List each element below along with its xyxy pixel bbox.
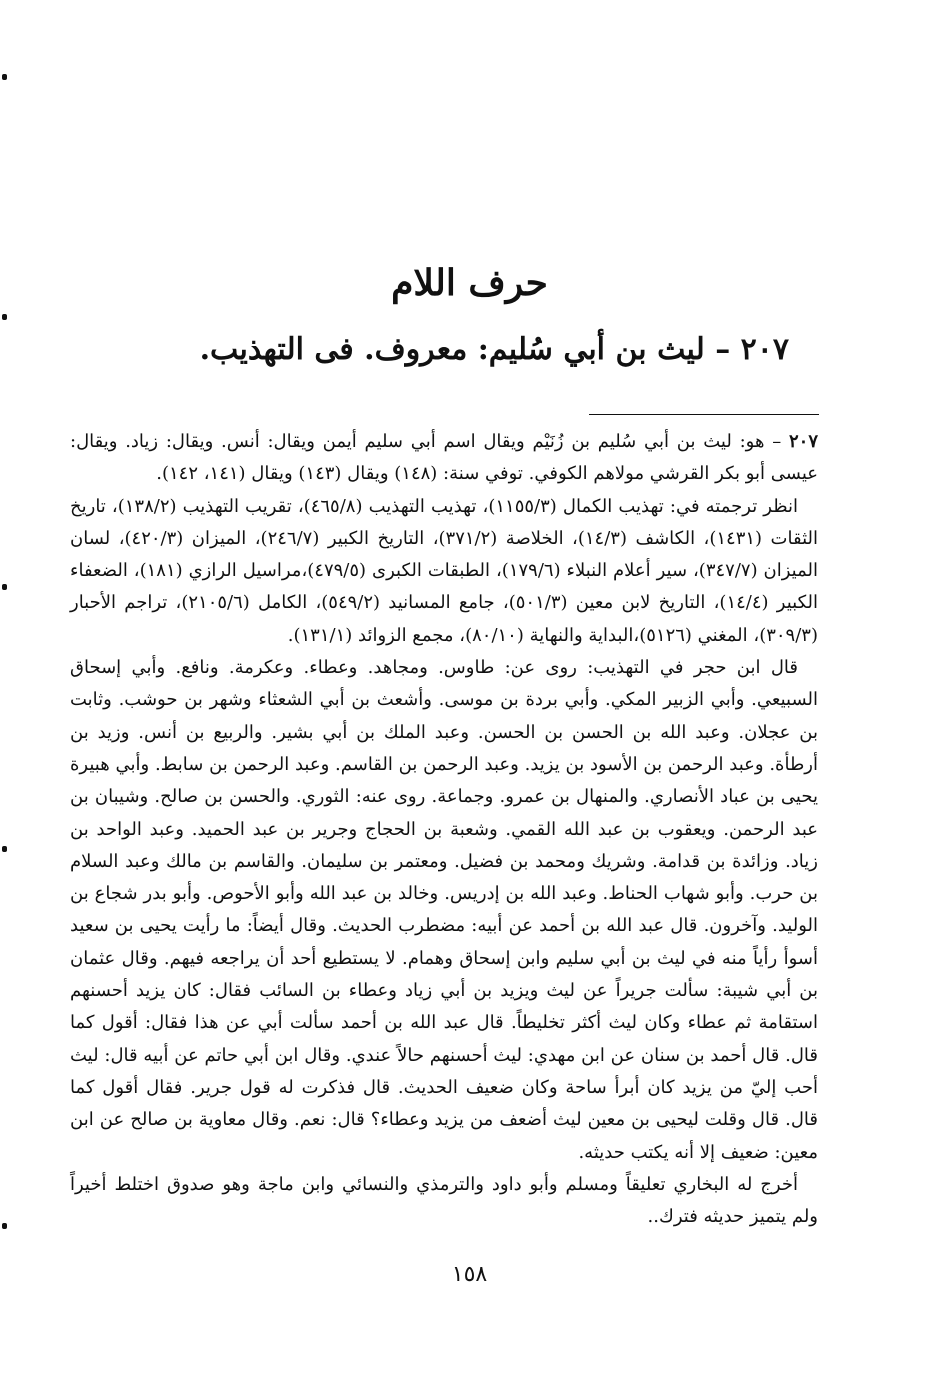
page-number: ١٥٨ bbox=[451, 1262, 488, 1287]
margin-mark bbox=[2, 846, 7, 852]
footnote-ibn-hajar: قال ابن حجر في التهذيب: روى عن: طاوس. ومجاهد. وعطاء. وعكرمة. ونافع. وأبي إسحاق السبيعي. وأبي الزبير المكي. وأبي بردة بن موسى. وأشعث بن أبي الشعثاء وشهر بن حوشب. وثابت بن عجلان. وعبد الله بن الحسن بن الحسن. وعبد الملك بن أبي بشير. والربيع بن أنس. وزيد بن أرطأة. وعبد الرحمن بن الأسود بن يزيد. وعبد الرحمن بن القاسم. وعبد الرحمن بن سابط. وأبي هبيرة يحيى بن عباد الأنصاري. والمنهال بن عمرو. وجماعة. روى عنه: الثوري. والحسن بن صالح. وشيبان بن عبد الرحمن. ويعقوب بن عبد الله القمي. وشعبة بن الحجاج وجرير بن عبد الحميد. وعبد الواحد بن زياد. وزائدة بن قدامة. وشريك ومحمد بن فضيل. ومعتمر بن سليمان. والقاسم بن مالك وعبد السلام بن حرب. وأبو شهاب الحناط. وعبد الله بن إدريس. وخالد بن عبد الله وأبو الأحوص. وأبو بدر شجاع بن الوليد. وآخرون. قال عبد الله بن أحمد عن أبيه: مضطرب الحديث. وقال أيضاً: ما رأيت يحيى بن سعيد أسوأ رأياً منه في ليث بن أبي سليم وابن إسحاق وهمام. لا يستطيع أحد أن يراجعه فيهم. وقال عثمان بن أبي شيبة: سألت جريراً عن ليث ويزيد بن أبي زياد وعطاء بن السائب فقال: كان يزيد أحسنهم استقامة ثم عطاء وكان ليث أكثر تخليطاً. قال عبد الله بن أحمد سألت أبي عن هذا فقال: أقول كما قال. قال أحمد بن سنان عن ابن مهدي: ليث أحسنهم حالاً عندي. وقال ابن أبي حاتم عن أبيه قال: ليث أحب إليّ من يزيد كان أبرأ ساحة وكان ضعيف الحديث. قال فذكرت له قول جرير. فقال أقول كما قال. قال وقلت ليحيى بن معين ليث أضعف من يزيد وعطاء؟ قال: نعم. وقال معاوية بن صالح عن ابن معين: ضعيف إلا أنه يكتب حديثه. bbox=[70, 657, 819, 1163]
entry-title: ليث بن أبي سُليم: معروف. فى التهذيب. bbox=[199, 332, 705, 367]
footnote-intro bbox=[70, 426, 818, 491]
margin-mark bbox=[2, 584, 7, 590]
entry-dash: – bbox=[704, 332, 731, 367]
footnote-intro-text: – هو: ليث بن أبي سُليم بن زُنَيْم ويقال اسم أبي سليم أيمن ويقال: أنس. ويقال: زياد. ويقال: عيسى أبو بكر القرشي مولاهم الكوفي. توفي سنة: (١٤٨) ويقال (١٤٣) ويقال (١٤١، ١٤٢). bbox=[70, 431, 818, 485]
footnote-number: ٢٠٧ bbox=[788, 431, 818, 452]
margin-mark bbox=[2, 1223, 7, 1229]
entry-heading bbox=[149, 332, 789, 367]
entry-number: ٢٠٧ bbox=[740, 332, 789, 367]
margin-mark bbox=[2, 74, 7, 80]
footnote-references: انظر ترجمته في: تهذيب الكمال (١١٥٥/٣)، تهذيب التهذيب (٤٦٥/٨)، تقريب التهذيب (١٣٨/٢)، تاريخ الثقات (١٤٣١)، الكاشف (١٤/٣)، الخلاصة (٣٧١/٢)، التاريخ الكبير (٢٤٦/٧)، الميزان (٤٢٠/٣)، لسان الميزان (٣٤٧/٧)، سير أعلام النبلاء (١٧٩/٦)، الطبقات الكبرى (٤٧٩/٥)،مراسيل الرازي (١٨١)، الضعفاء الكبير (١٤/٤)، التاريخ لابن معين (٥٠١/٣)، جامع المسانيد (٥٤٩/٢)، الكامل (٢١٠٥/٦)، تراجم الأحبار (٣٠٩/٣)، المغني (٥١٢٦)،البداية والنهاية (٨٠/١٠)، مجمع الزوائد (١٣١/١). bbox=[70, 495, 819, 646]
chapter-title: حرف اللام bbox=[391, 262, 548, 304]
margin-mark bbox=[2, 314, 7, 320]
footnotes bbox=[70, 426, 818, 1233]
footnote-separator bbox=[589, 414, 819, 415]
footnote-conclusion: أخرج له البخاري تعليقاً ومسلم وأبو داود والترمذي والنسائي وابن ماجة وهو صدوق اختلط أخيراً ولم يتميز حديثه فترك.. bbox=[70, 1173, 818, 1228]
